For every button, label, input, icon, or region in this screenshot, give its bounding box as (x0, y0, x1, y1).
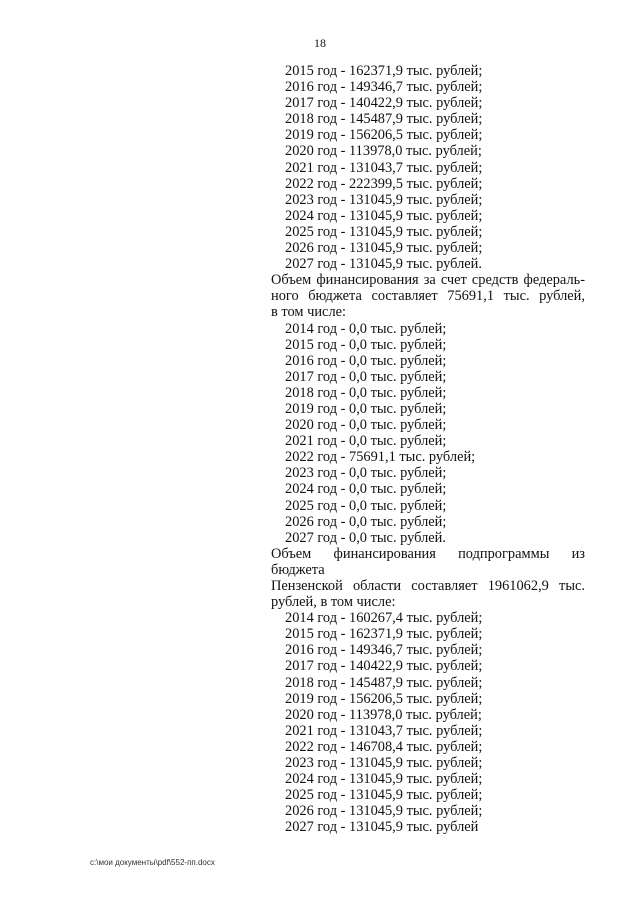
funding-year-line: 2027 год - 0,0 тыс. рублей. (285, 529, 446, 546)
federal-funding-paragraph (271, 272, 585, 320)
funding-year-line: 2023 год - 0,0 тыс. рублей; (285, 465, 447, 482)
funding-year-line: 2020 год - 113978,0 тыс. рублей; (285, 706, 482, 723)
funding-year-line: 2022 год - 222399,5 тыс. рублей; (285, 175, 483, 192)
funding-year-line: 2016 год - 149346,7 тыс. рублей; (285, 79, 483, 96)
funding-year-line: 2017 год - 0,0 тыс. рублей; (285, 368, 447, 385)
funding-year-line: 2022 год - 146708,4 тыс. рублей; (285, 738, 483, 755)
paragraph-line: ного бюджета составляет 75691,1 тыс. рублей, (271, 288, 585, 305)
funding-year-line: 2016 год - 149346,7 тыс. рублей; (285, 642, 483, 659)
page-number: 18 (314, 36, 326, 50)
funding-year-line: 2015 год - 0,0 тыс. рублей; (285, 336, 447, 353)
paragraph-line: Объем финансирования за счет средств федераль- (271, 272, 585, 289)
regional-funding-paragraph (271, 546, 585, 610)
funding-year-line: 2021 год - 0,0 тыс. рублей; (285, 433, 447, 450)
paragraph-line: Пензенской области составляет 1961062,9 тыс. (271, 578, 585, 594)
funding-year-line: 2019 год - 156206,5 тыс. рублей; (285, 690, 483, 707)
funding-year-line: 2016 год - 0,0 тыс. рублей; (285, 352, 447, 369)
funding-list-federal (271, 321, 585, 546)
funding-year-line: 2025 год - 131045,9 тыс. рублей; (285, 787, 483, 804)
funding-year-line: 2020 год - 0,0 тыс. рублей; (285, 417, 447, 434)
funding-year-line: 2023 год - 131045,9 тыс. рублей; (285, 755, 483, 772)
funding-year-line: 2025 год - 0,0 тыс. рублей; (285, 497, 447, 514)
funding-year-line: 2020 год - 113978,0 тыс. рублей; (285, 143, 482, 160)
funding-year-line: 2024 год - 131045,9 тыс. рублей; (285, 771, 483, 788)
funding-year-line: 2015 год - 162371,9 тыс. рублей; (285, 626, 483, 643)
paragraph-line: Объем финансирования подпрограммы из бюджета (271, 545, 585, 578)
funding-year-line: 2027 год - 131045,9 тыс. рублей (285, 819, 479, 836)
funding-year-line: 2025 год - 131045,9 тыс. рублей; (285, 223, 483, 240)
funding-year-line: 2024 год - 131045,9 тыс. рублей; (285, 207, 483, 224)
funding-year-line: 2024 год - 0,0 тыс. рублей; (285, 481, 447, 498)
funding-year-line: 2017 год - 140422,9 тыс. рублей; (285, 95, 483, 112)
funding-year-line: 2017 год - 140422,9 тыс. рублей; (285, 658, 483, 675)
funding-year-line: 2021 год - 131043,7 тыс. рублей; (285, 722, 483, 739)
funding-list-regional (271, 610, 585, 835)
paragraph-line: в том числе: (271, 304, 347, 321)
funding-year-line: 2019 год - 0,0 тыс. рублей; (285, 400, 447, 417)
funding-list-total-continued (271, 63, 585, 272)
funding-year-line: 2026 год - 131045,9 тыс. рублей; (285, 240, 483, 257)
funding-year-line: 2014 год - 160267,4 тыс. рублей; (285, 610, 483, 627)
funding-year-line: 2015 год - 162371,9 тыс. рублей; (285, 63, 483, 79)
funding-year-line: 2021 год - 131043,7 тыс. рублей; (285, 159, 483, 176)
funding-year-line: 2023 год - 131045,9 тыс. рублей; (285, 191, 483, 208)
funding-year-line: 2022 год - 75691,1 тыс. рублей; (285, 449, 476, 466)
funding-year-line: 2018 год - 145487,9 тыс. рублей; (285, 111, 483, 128)
funding-year-line: 2019 год - 156206,5 тыс. рублей; (285, 127, 483, 144)
page-content (271, 63, 585, 836)
funding-year-line: 2027 год - 131045,9 тыс. рублей. (285, 256, 482, 273)
footer-file-path: c:\мои документы\pdf\552-пп.docx (90, 858, 215, 867)
funding-year-line: 2018 год - 0,0 тыс. рублей; (285, 384, 447, 401)
funding-year-line: 2018 год - 145487,9 тыс. рублей; (285, 674, 483, 691)
paragraph-line: рублей, в том числе: (271, 594, 396, 611)
funding-year-line: 2014 год - 0,0 тыс. рублей; (285, 320, 447, 337)
funding-year-line: 2026 год - 131045,9 тыс. рублей; (285, 803, 483, 820)
funding-year-line: 2026 год - 0,0 тыс. рублей; (285, 513, 447, 530)
